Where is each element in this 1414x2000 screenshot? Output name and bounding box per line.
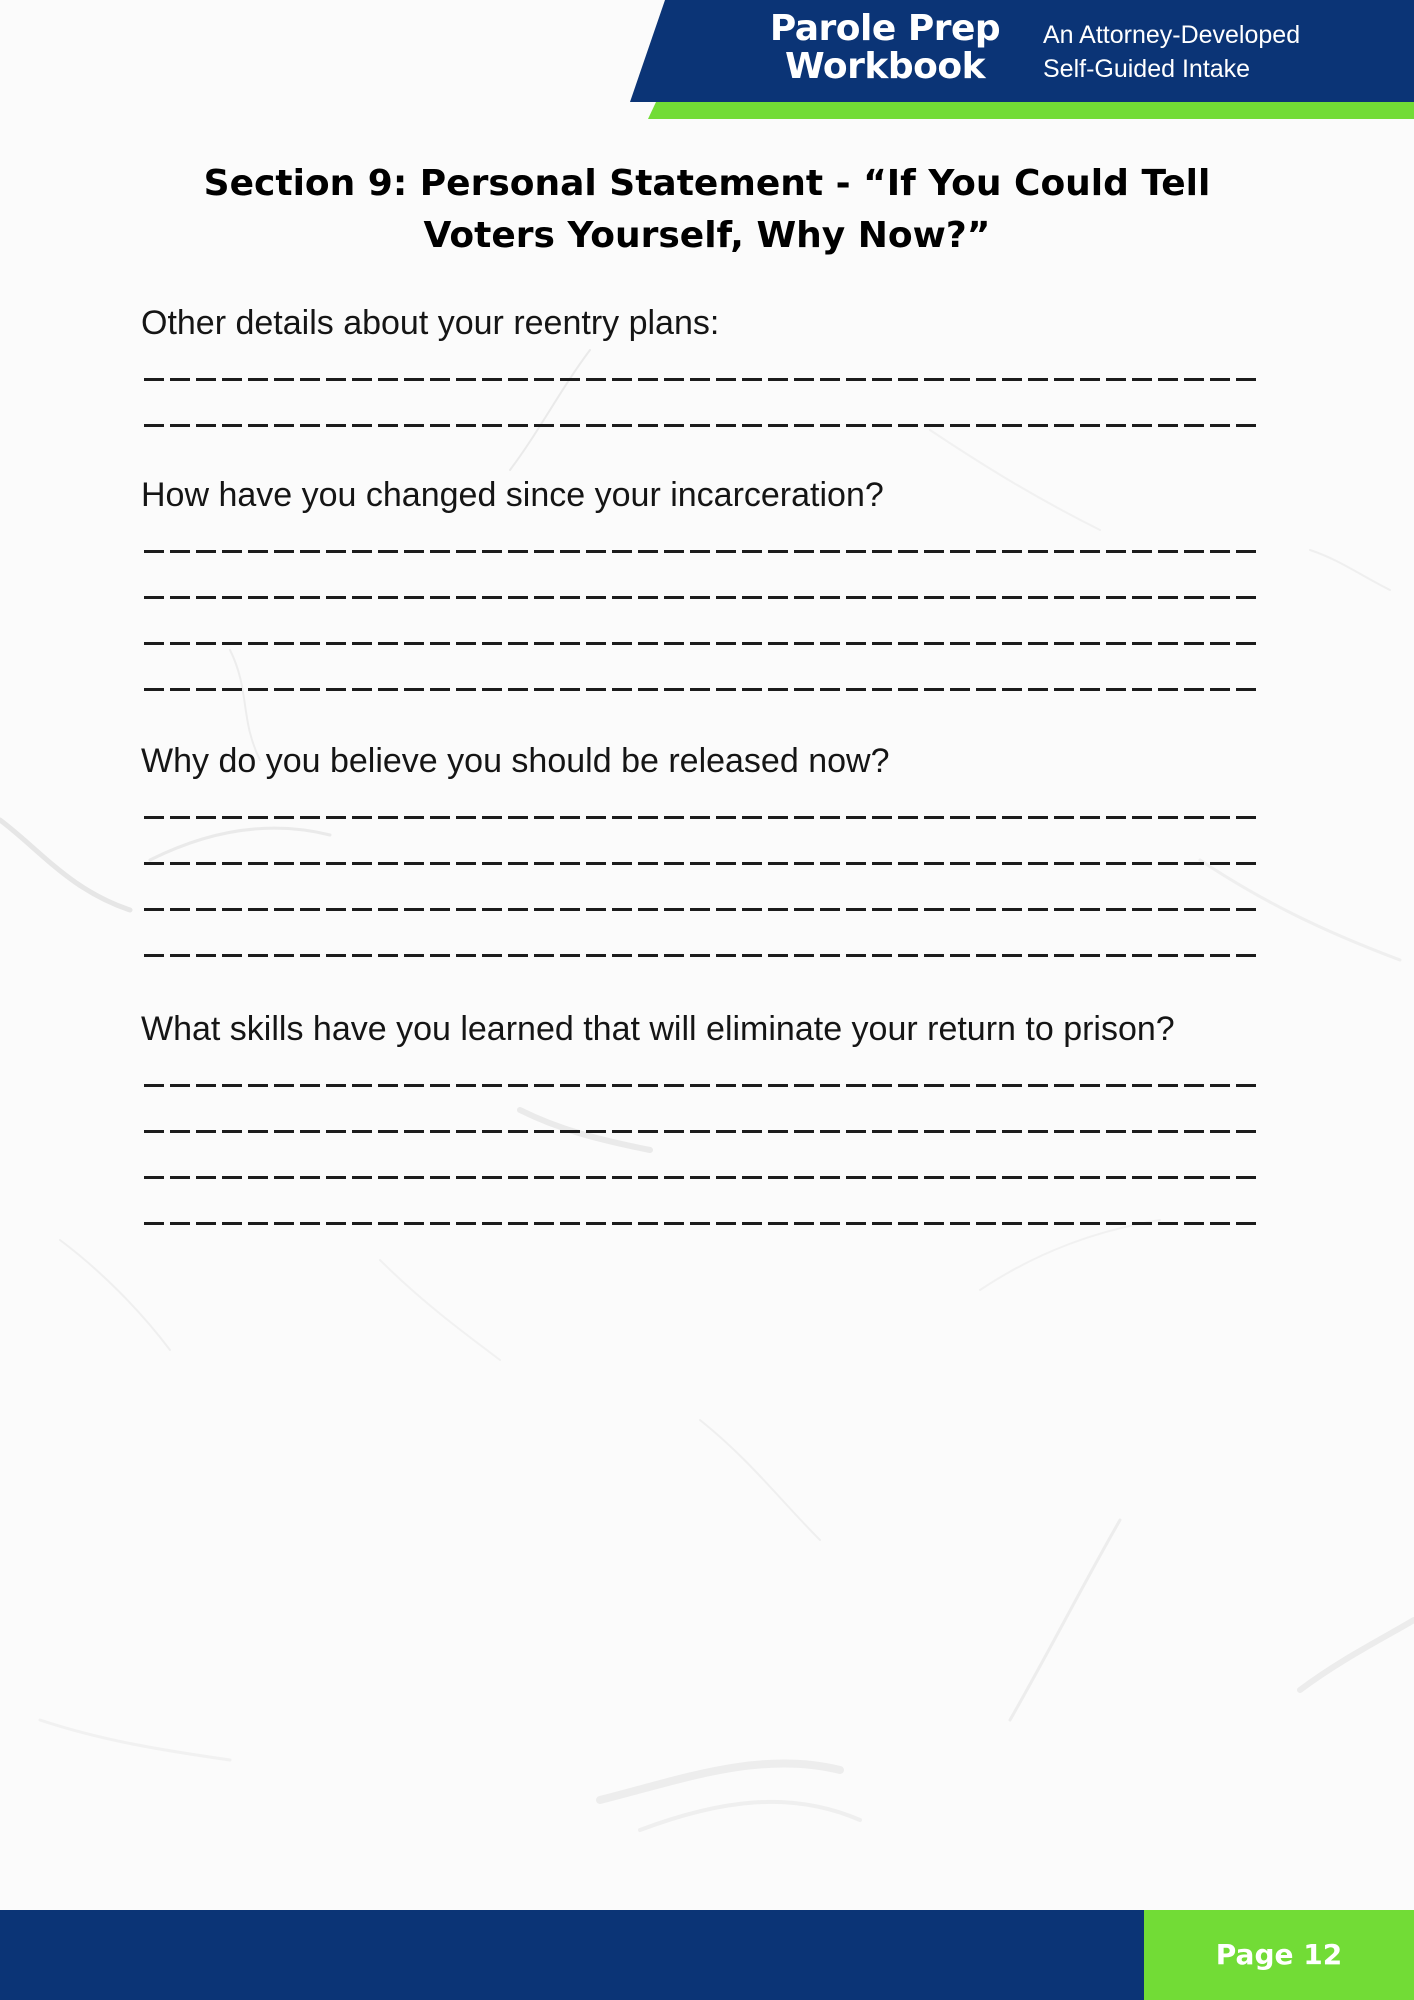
brand-subtitle-line1: An Attorney-Developed <box>1043 21 1301 49</box>
question-skills-learned <box>141 1006 1261 1244</box>
answer-line[interactable] <box>141 838 1261 884</box>
answer-line[interactable] <box>141 930 1261 976</box>
question-why-released-now <box>141 738 1261 976</box>
brand-subtitle-line2: Self-Guided Intake <box>1043 55 1251 83</box>
page-number: Page 12 <box>1215 1938 1343 1971</box>
answer-line[interactable] <box>141 1152 1261 1198</box>
answer-line[interactable] <box>141 618 1261 664</box>
brand-subtitle <box>1043 18 1383 86</box>
answer-line[interactable] <box>141 354 1261 400</box>
question-text: Why do you believe you should be released now? <box>141 742 890 780</box>
answer-line[interactable] <box>141 526 1261 572</box>
question-how-changed <box>141 472 1261 710</box>
answer-line[interactable] <box>141 400 1261 446</box>
answer-line[interactable] <box>141 1198 1261 1244</box>
question-text: Other details about your reentry plans: <box>141 304 720 342</box>
question-list <box>141 300 1261 1244</box>
answer-line[interactable] <box>141 792 1261 838</box>
answer-line[interactable] <box>141 572 1261 618</box>
brand-title-line2: Workbook <box>784 46 986 87</box>
footer-bar <box>0 1910 1414 2000</box>
brand-title <box>760 10 1010 86</box>
header-green-accent-bar <box>648 102 1414 119</box>
answer-line[interactable] <box>141 664 1261 710</box>
question-text: How have you changed since your incarceration? <box>141 476 884 514</box>
section-title: Section 9: Personal Statement - “If You Could Tell Voters Yourself, Why Now?” <box>203 163 1211 257</box>
brand-title-line1: Parole Prep <box>769 8 1001 49</box>
question-reentry-plans <box>141 300 1261 446</box>
question-text: What skills have you learned that will eliminate your return to prison? <box>141 1010 1175 1048</box>
answer-line[interactable] <box>141 884 1261 930</box>
answer-line[interactable] <box>141 1106 1261 1152</box>
header-band <box>0 0 1414 125</box>
answer-line[interactable] <box>141 1060 1261 1106</box>
